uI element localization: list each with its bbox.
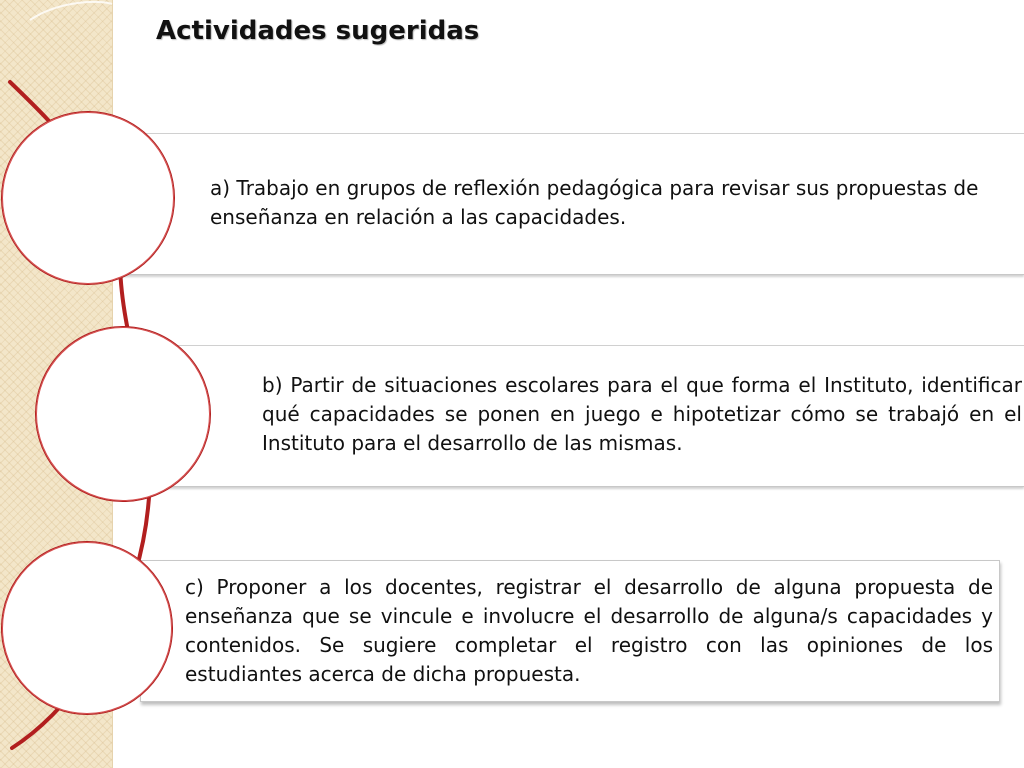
activity-circle-b bbox=[35, 326, 211, 502]
activity-text-a: a) Trabajo en grupos de reflexión pedagógica para revisar sus propuestas de enseñanza en relación a las capacidades. bbox=[210, 176, 979, 229]
activity-circle-a bbox=[1, 111, 175, 285]
activity-text-c: c) Proponer a los docentes, registrar el desarrollo de alguna propuesta de enseñanza que se vincule e involucre el desarrollo de alguna/s capacidades y contenidos. Se sugiere completar el registro con las opiniones de los estudiantes acerca de dicha propuesta. bbox=[185, 575, 993, 686]
page-title: Actividades sugeridas bbox=[156, 16, 480, 46]
activity-circle-c bbox=[1, 541, 173, 715]
activity-text-b: b) Partir de situaciones escolares para el que forma el Instituto, identificar qué capacidades se ponen en juego e hipotetizar cómo se trabajó en el Instituto para el desarrollo de las mismas. bbox=[262, 373, 1022, 455]
